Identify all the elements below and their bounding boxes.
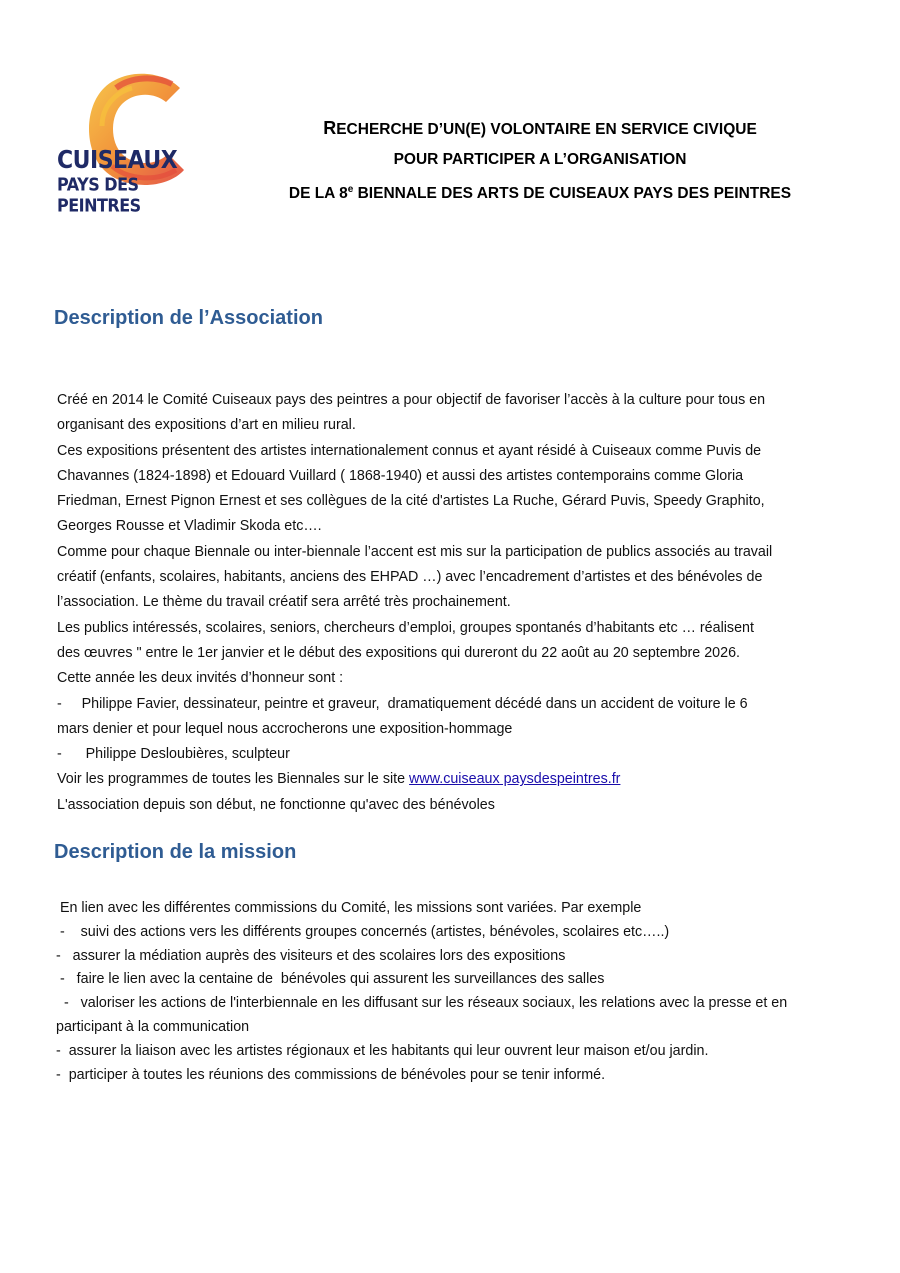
list-item-mission: - faire le lien avec la centaine de bénévoles qui assurent les surveillances des salles: [56, 971, 605, 988]
paragraph-line: Chavannes (1824-1898) et Edouard Vuillard ( 1868-1940) et aussi des artistes contemporains comme Gloria: [57, 467, 744, 484]
list-item-mission: - valoriser les actions de l'interbiennale en les diffusant sur les réseaux sociaux, les relations avec la presse et en: [56, 995, 788, 1012]
paragraph-line: Comme pour chaque Biennale ou inter-biennale l’accent est mis sur la participation de publics associés au travail: [57, 543, 773, 560]
paragraph-line: L'association depuis son début, ne fonctionne qu'avec des bénévoles: [57, 796, 495, 813]
paragraph-line: organisant des expositions d’art en milieu rural.: [57, 417, 356, 434]
logo: [52, 66, 212, 216]
paragraph-line: Georges Rousse et Vladimir Skoda etc….: [57, 518, 322, 535]
page-title: [230, 113, 850, 209]
list-item-guest: - Philippe Desloubières, sculpteur: [57, 746, 290, 763]
paragraph-line: participant à la communication: [56, 1018, 250, 1035]
paragraph-line: En lien avec les différentes commissions du Comité, les missions sont variées. Par exemple: [56, 900, 642, 916]
logo-text-pays-des-peintres: PAYS DES PEINTRES: [57, 174, 141, 216]
title-line-2: POUR PARTICIPER A L’ORGANISATION: [393, 151, 687, 168]
paragraph-line: Les publics intéressés, scolaires, seniors, chercheurs d’emploi, groupes spontanés d’habitants etc … réalisent: [57, 619, 754, 636]
paragraph-line: Cette année les deux invités d’honneur sont :: [57, 670, 344, 687]
paragraph-line: créatif (enfants, scolaires, habitants, anciens des EHPAD …) avec l’encadrement d’artistes et des bénévoles de: [57, 569, 763, 586]
paragraph-line: des œuvres " entre le 1er janvier et le début des expositions qui dureront du 22 août au 20 septembre 2026.: [57, 644, 741, 661]
list-item-mission: - assurer la médiation auprès des visiteurs et des scolaires lors des expositions: [56, 947, 566, 964]
paragraph-line: mars denier et pour lequel nous accrocherons une exposition-hommage: [57, 720, 513, 737]
title-line-3: DE LA 8e BIENNALE DES ARTS DE CUISEAUX PAYS DES PEINTRES: [288, 184, 792, 203]
section-body-association: [57, 388, 847, 818]
site-line: Voir les programmes de toutes les Biennales sur le site www.cuiseaux paysdespeintres.fr: [57, 771, 621, 788]
section-body-mission: [56, 897, 846, 1087]
list-item-guest: - Philippe Favier, dessinateur, peintre et graveur, dramatiquement décédé dans un accident de voiture le 6: [57, 695, 748, 712]
title-line-1: RECHERCHE D’UN(E) VOLONTAIRE EN SERVICE CIVIQUE: [323, 118, 757, 138]
paragraph-line: l’association. Le thème du travail créatif sera arrêté très prochainement.: [57, 594, 511, 611]
list-item-mission: - suivi des actions vers les différents groupes concernés (artistes, bénévoles, scolaires etc…..): [56, 923, 670, 940]
list-item-mission: - participer à toutes les réunions des commissions de bénévoles pour se tenir informé.: [56, 1066, 606, 1083]
section-heading-mission: Description de la mission: [54, 841, 297, 863]
paragraph-line: Ces expositions présentent des artistes internationalement connus et ayant résidé à Cuiseaux comme Puvis de: [57, 442, 762, 459]
list-item-mission: - assurer la liaison avec les artistes régionaux et les habitants qui leur ouvrent leur maison et/ou jardin.: [56, 1042, 709, 1059]
section-heading-association: Description de l’Association: [54, 307, 323, 329]
website-link[interactable]: www.cuiseaux paysdespeintres.fr: [409, 771, 621, 788]
logo-text-cuiseaux: CUISEAUX: [57, 146, 178, 175]
paragraph-line: Friedman, Ernest Pignon Ernest et ses collègues de la cité d'artistes La Ruche, Gérard Puvis, Speedy Graphito,: [57, 493, 765, 510]
paragraph-line: Créé en 2014 le Comité Cuiseaux pays des peintres a pour objectif de favoriser l’accès à la culture pour tous en: [57, 392, 766, 408]
